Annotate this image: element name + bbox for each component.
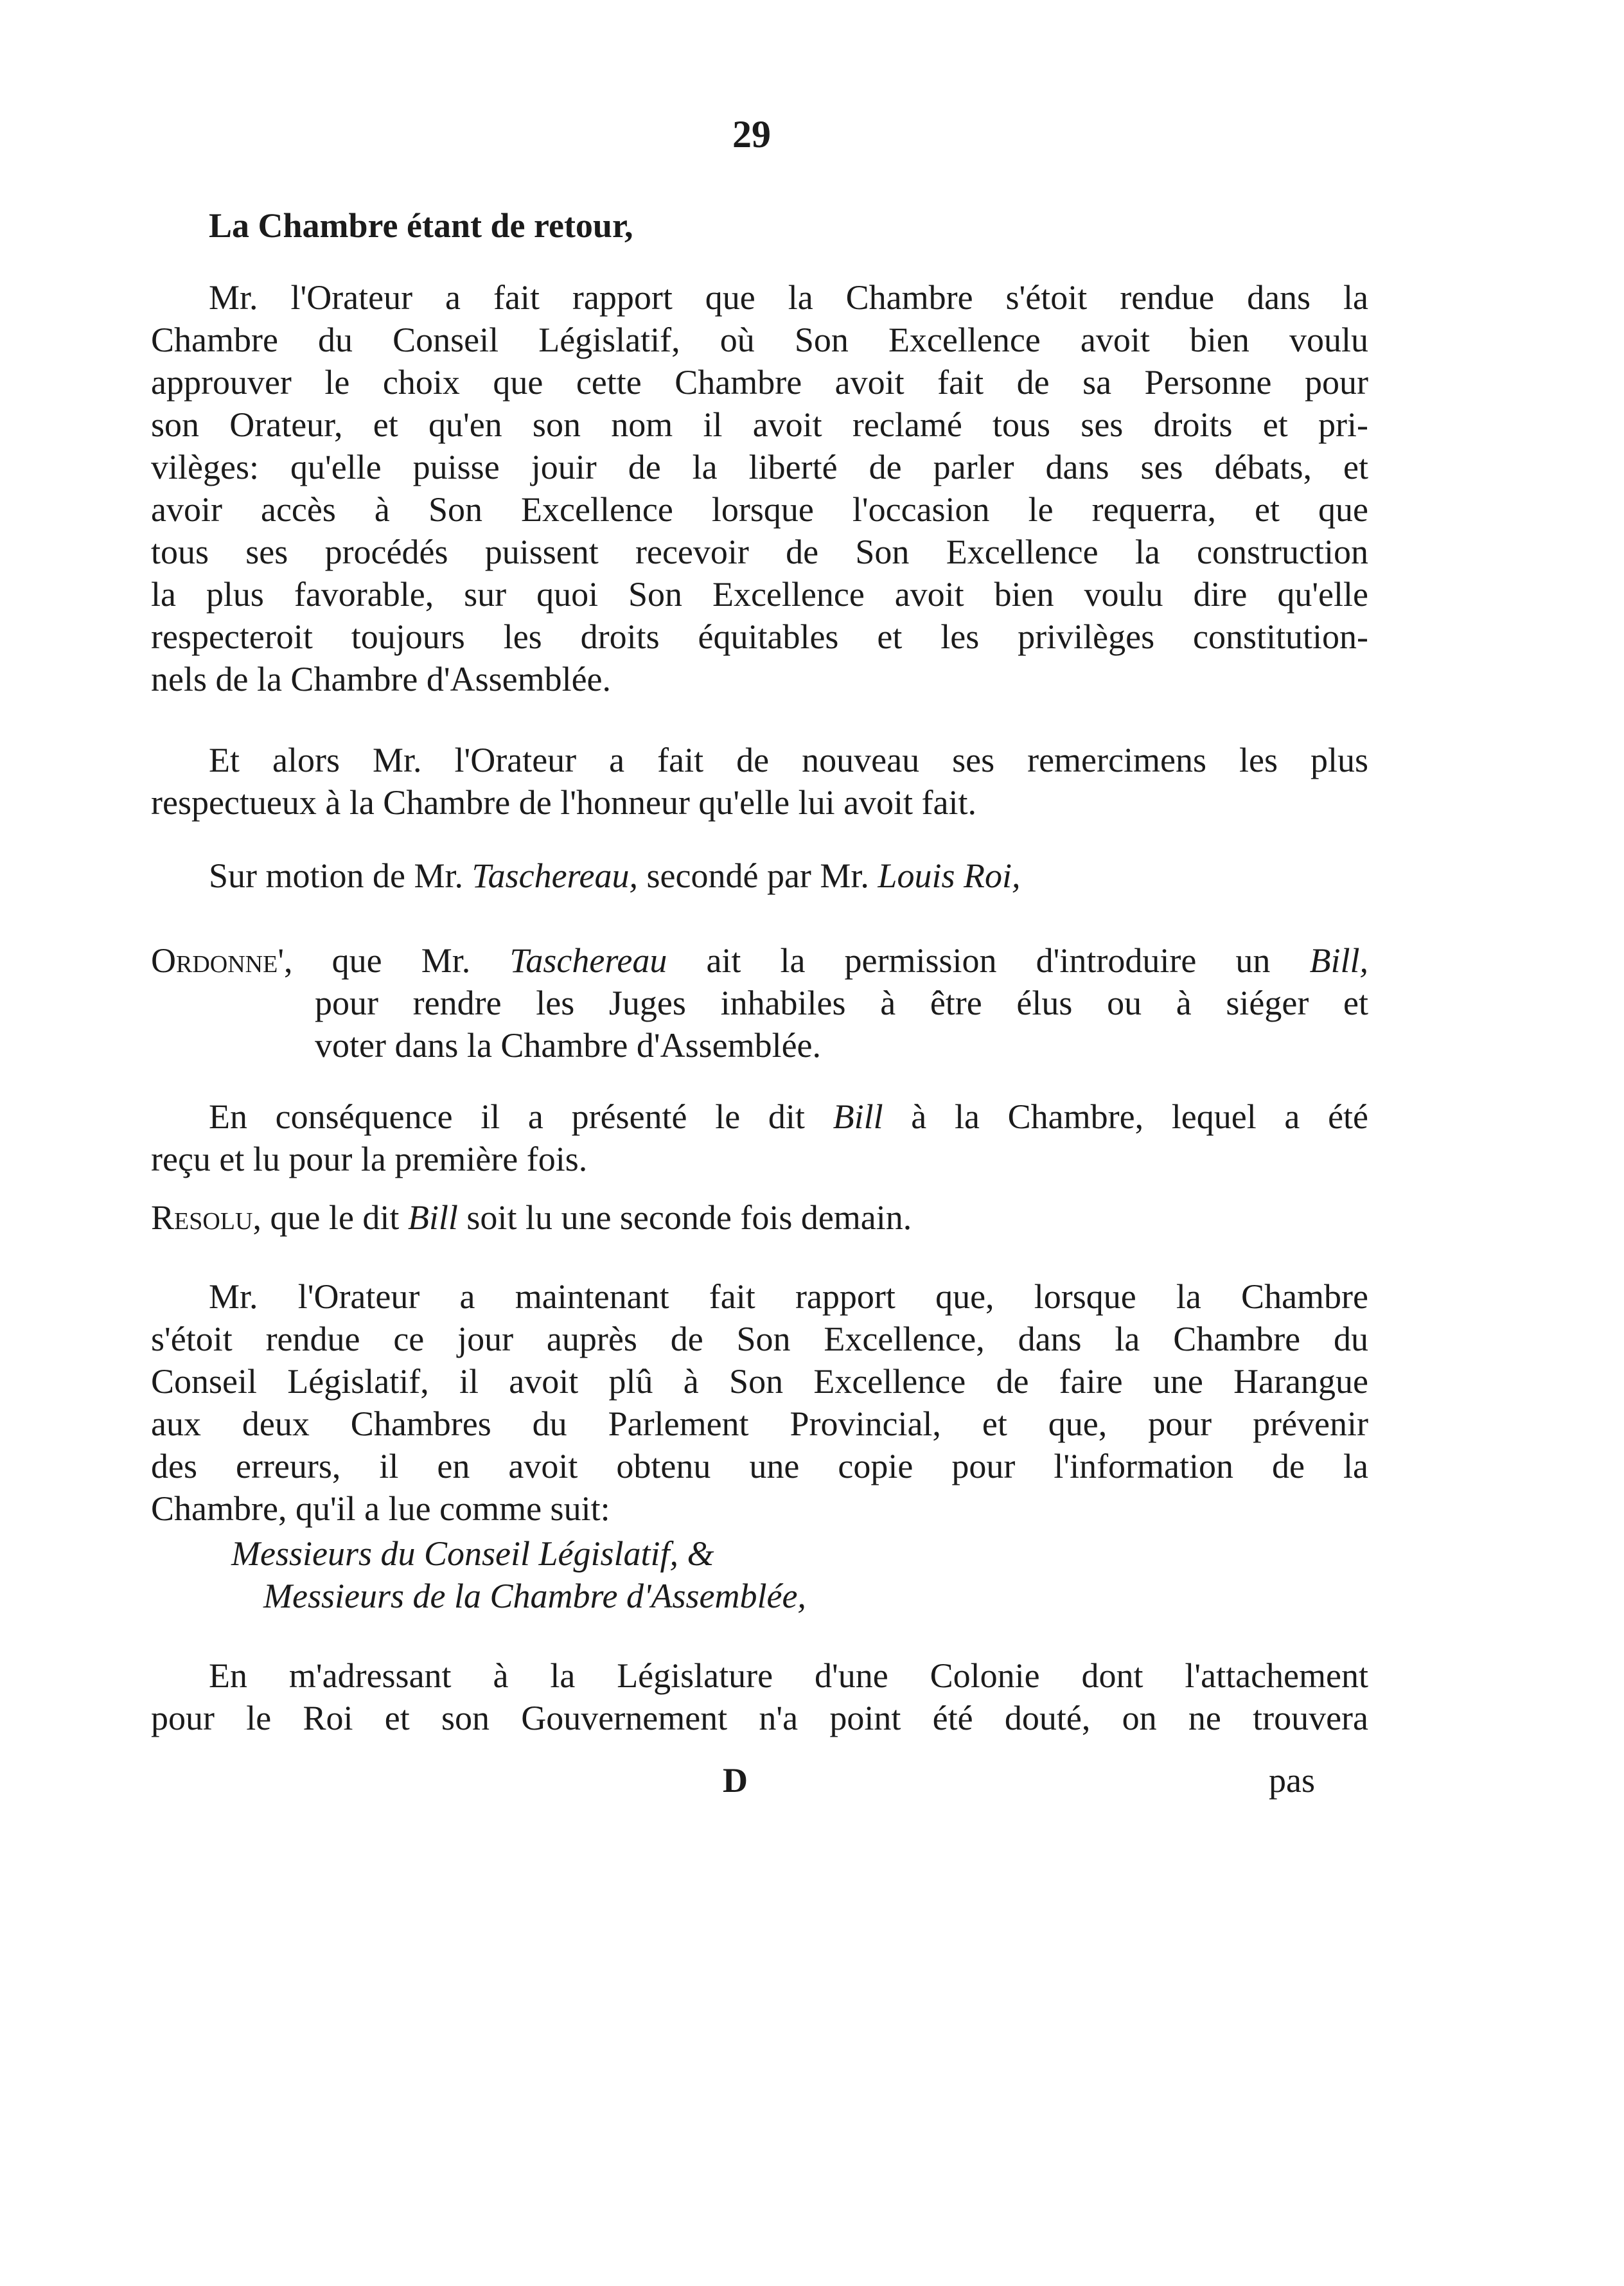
page-number: 29 <box>732 113 771 155</box>
text-line: approuver le choix que cette Chambre avoit fait de sa Personne pour <box>151 363 1368 402</box>
text-line: Et alors Mr. l'Orateur a fait de nouveau ses remercimens les plus <box>209 741 1368 779</box>
signature-mark: D <box>723 1761 748 1800</box>
mover-name: Taschereau, <box>472 856 639 895</box>
text-line: tous ses procédés puissent recevoir de Son Excellence la construction <box>151 533 1368 571</box>
paragraph-speech-report <box>151 1275 1368 1530</box>
text-line: Mr. l'Orateur a fait rapport que la Chambre s'étoit rendue dans la <box>209 278 1368 317</box>
paragraph-speech-opening <box>151 1654 1368 1739</box>
text-line: la plus favorable, sur quoi Son Excellence avoit bien voulu dire qu'elle <box>151 575 1368 614</box>
resolved-label: Resolu, <box>151 1198 261 1237</box>
salutation-line: Messieurs du Conseil Législatif, & <box>231 1534 714 1573</box>
salutation-block <box>151 1532 1368 1617</box>
seconder-name: Louis Roi, <box>878 856 1021 895</box>
text-line: s'étoit rendue ce jour auprès de Son Excellence, dans la Chambre du <box>151 1320 1368 1358</box>
section-heading: La Chambre étant de retour, <box>209 206 633 245</box>
salutation-line: Messieurs de la Chambre d'Assemblée, <box>263 1577 806 1615</box>
catchword: pas <box>1269 1761 1315 1800</box>
order-label: Ordonne', <box>151 941 293 980</box>
text-line: pour rendre les Juges inhabiles à être élus ou à siéger et <box>315 984 1368 1022</box>
text-line: respectueux à la Chambre de l'honneur qu'elle lui avoit fait. <box>151 783 977 822</box>
text-line: Mr. l'Orateur a maintenant fait rapport que, lorsque la Chambre <box>209 1277 1368 1316</box>
paragraph-bill-presented: En conséquence il a présenté le dit Bill à la Chambre, lequel a été reçu et lu pour la première fois. <box>151 1095 1368 1180</box>
text-line: Chambre, qu'il a lue comme suit: <box>151 1489 610 1528</box>
order-block: Ordonne', que Mr. Taschereau ait la permission d'introduire un Bill, pour rendre les Juges inhabiles à être élus ou à siéger et voter dans la Chambre d'Assemblée. <box>151 939 1368 1067</box>
text-line: En m'adressant à la Législature d'une Colonie dont l'attachement <box>209 1656 1368 1695</box>
text-line: des erreurs, il en avoit obtenu une copie pour l'information de la <box>151 1447 1368 1485</box>
text-line: avoir accès à Son Excellence lorsque l'occasion le requerra, et que <box>151 490 1368 529</box>
resolution-line: Resolu, que le dit Bill soit lu une seconde fois demain. <box>151 1198 912 1237</box>
text-line: aux deux Chambres du Parlement Provincial, et que, pour prévenir <box>151 1404 1368 1443</box>
text-line: voter dans la Chambre d'Assemblée. <box>315 1026 822 1065</box>
motion-line: Sur motion de Mr. Taschereau, secondé par Mr. Louis Roi, <box>209 856 1021 895</box>
text-line: Conseil Législatif, il avoit plû à Son Excellence de faire une Harangue <box>151 1362 1368 1401</box>
text-line: pour le Roi et son Gouvernement n'a point été douté, on ne trouvera <box>151 1699 1368 1737</box>
paragraph-thanks <box>151 739 1368 824</box>
text-line: Chambre du Conseil Législatif, où Son Excellence avoit bien voulu <box>151 321 1368 359</box>
paragraph-speaker-report <box>151 276 1368 700</box>
text-line: nels de la Chambre d'Assemblée. <box>151 660 612 698</box>
text-line: respecteroit toujours les droits équitables et les privilèges constitution- <box>151 617 1368 656</box>
text-line: reçu et lu pour la première fois. <box>151 1140 588 1178</box>
text-line: vilèges: qu'elle puisse jouir de la liberté de parler dans ses débats, et <box>151 448 1368 486</box>
text-line: son Orateur, et qu'en son nom il avoit reclamé tous ses droits et pri- <box>151 405 1368 444</box>
